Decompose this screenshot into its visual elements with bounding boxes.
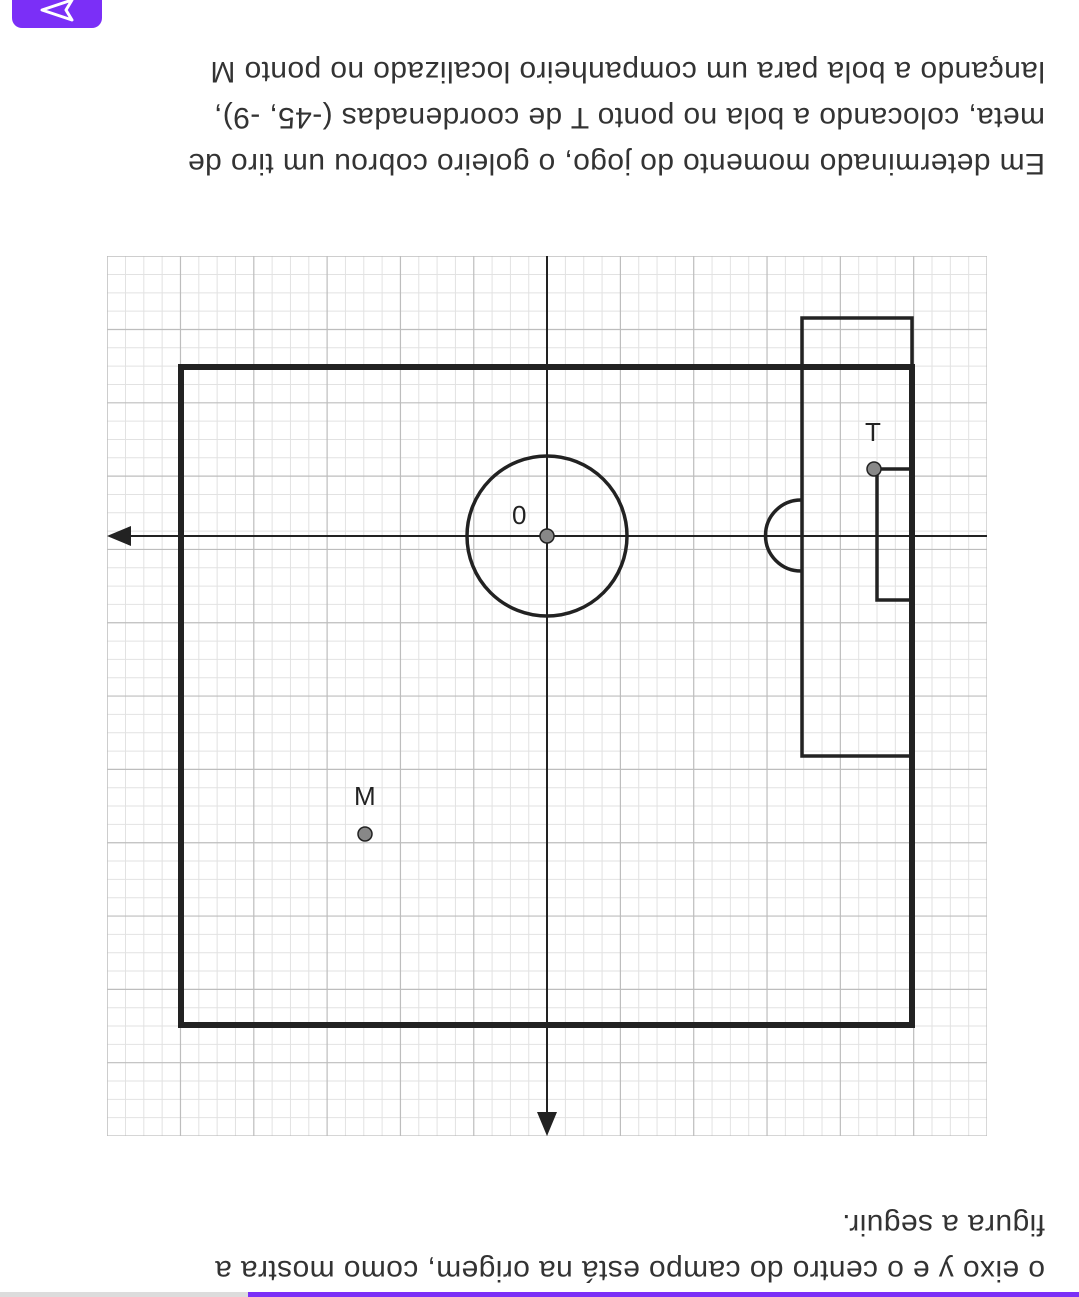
question-text-line-5: lançando a bola para um companheiro localizado no ponto M (210, 55, 1045, 88)
progress-bar (0, 1292, 1079, 1297)
field-svg (107, 256, 987, 1136)
send-icon (40, 0, 74, 24)
point-m-label: M (354, 781, 376, 811)
soccer-field-figure (107, 256, 987, 1136)
point-t-label: T (865, 417, 881, 447)
progress-bar-fill (248, 1292, 1079, 1297)
question-text-line-1: o eixo y e o centro do campo está na origem, como mostra a (214, 1254, 1045, 1287)
goal-area (877, 469, 912, 600)
point-m (358, 827, 372, 841)
question-text-line-4: meta, colocando a bola no ponto T de coordenadas (-45, -9), (213, 101, 1045, 134)
origin-point (540, 529, 554, 543)
send-button[interactable] (12, 0, 102, 28)
origin-label: 0 (512, 500, 527, 530)
question-text-line-2: figura a seguir. (841, 1208, 1045, 1241)
x-axis-arrow (107, 526, 131, 546)
y-axis-arrow (537, 1112, 557, 1136)
point-t (867, 462, 881, 476)
question-text-line-3: Em determinado momento do jogo, o goleiro cobrou um tiro de (187, 147, 1045, 180)
